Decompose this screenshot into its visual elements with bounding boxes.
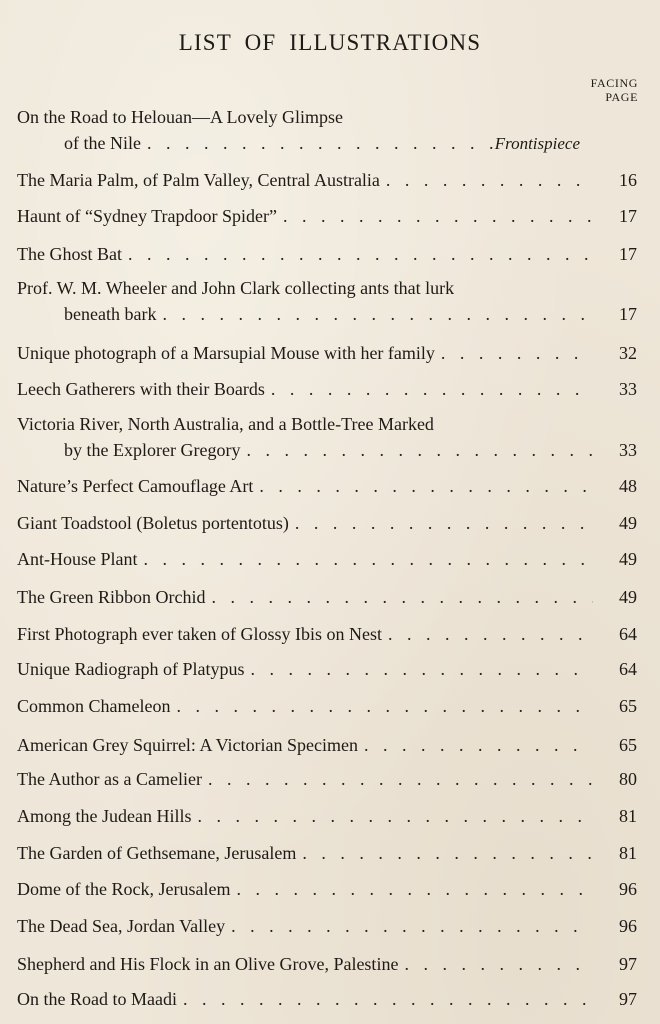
leader-dots bbox=[253, 473, 593, 499]
facing-page-number: 80 bbox=[619, 769, 637, 789]
leader-dots bbox=[191, 803, 593, 829]
list-item bbox=[17, 732, 637, 758]
illustration-title-continued: beneath bark bbox=[64, 304, 157, 324]
facing-page-number: 64 bbox=[619, 624, 637, 644]
illustration-title: The Garden of Gethsemane, Jerusalem bbox=[17, 843, 297, 863]
illustration-title: Nature’s Perfect Camouflage Art bbox=[17, 476, 254, 496]
facing-page-number: 96 bbox=[619, 916, 637, 936]
illustration-title: On the Road to Helouan—A Lovely Glimpse bbox=[17, 107, 343, 127]
facing-page-number: 81 bbox=[619, 843, 637, 863]
illustration-title-continued: by the Explorer Gregory bbox=[64, 440, 241, 460]
list-item bbox=[17, 766, 637, 792]
leader-dots bbox=[170, 693, 593, 719]
illustration-title: Dome of the Rock, Jerusalem bbox=[17, 879, 231, 899]
leader-dots bbox=[289, 510, 593, 536]
leader-dots bbox=[277, 203, 593, 229]
illustration-title: The Green Ribbon Orchid bbox=[17, 587, 206, 607]
list-item bbox=[17, 840, 637, 866]
facing-page-number: 97 bbox=[619, 954, 637, 974]
illustration-title: Common Chameleon bbox=[17, 696, 171, 716]
facing-page-number: 65 bbox=[619, 735, 637, 755]
facing-page-number: 64 bbox=[619, 659, 637, 679]
page-label: PAGE bbox=[605, 90, 638, 104]
list-item bbox=[17, 167, 637, 193]
facing-page-number: 49 bbox=[619, 513, 637, 533]
list-item bbox=[17, 951, 637, 977]
leader-dots bbox=[435, 340, 593, 366]
list-item bbox=[17, 876, 637, 902]
leader-dots bbox=[225, 913, 593, 939]
list-item bbox=[17, 241, 637, 267]
list-item bbox=[17, 621, 637, 647]
illustration-title-continued: of the Nile bbox=[64, 133, 141, 153]
facing-page-heading bbox=[591, 76, 638, 104]
list-item bbox=[17, 693, 637, 719]
facing-page-number: 17 bbox=[619, 304, 637, 324]
illustration-title: Unique photograph of a Marsupial Mouse with her family bbox=[17, 343, 435, 363]
list-item bbox=[17, 656, 637, 682]
illustration-title: Victoria River, North Australia, and a Bottle-Tree Marked bbox=[17, 414, 434, 434]
leader-dots bbox=[296, 840, 593, 866]
list-item bbox=[17, 584, 637, 610]
illustration-title: Haunt of “Sydney Trapdoor Spider” bbox=[17, 206, 277, 226]
leader-dots bbox=[230, 876, 593, 902]
list-item bbox=[17, 546, 637, 572]
illustration-title: Unique Radiograph of Platypus bbox=[17, 659, 245, 679]
list-item bbox=[17, 203, 637, 229]
leader-dots bbox=[122, 241, 593, 267]
facing-page-number: 16 bbox=[619, 170, 637, 190]
facing-page-number: 81 bbox=[619, 806, 637, 826]
facing-page-number: 33 bbox=[619, 379, 637, 399]
illustration-title: Among the Judean Hills bbox=[17, 806, 192, 826]
illustration-title: American Grey Squirrel: A Victorian Specimen bbox=[17, 735, 358, 755]
facing-page-number: 17 bbox=[619, 244, 637, 264]
leader-dots bbox=[205, 584, 593, 610]
leader-dots bbox=[358, 732, 593, 758]
illustration-title: On the Road to Maadi bbox=[17, 989, 177, 1009]
leader-dots bbox=[138, 546, 594, 572]
facing-page-number: 49 bbox=[619, 549, 637, 569]
facing-page-number: 48 bbox=[619, 476, 637, 496]
list-item bbox=[17, 376, 637, 402]
facing-label: FACING bbox=[590, 76, 638, 90]
illustration-title: The Ghost Bat bbox=[17, 244, 122, 264]
facing-page-number: 33 bbox=[619, 440, 637, 460]
list-item bbox=[17, 340, 637, 366]
illustration-title: Giant Toadstool (Boletus portentotus) bbox=[17, 513, 289, 533]
leader-dots bbox=[202, 766, 593, 792]
facing-page-number: 97 bbox=[619, 989, 637, 1009]
list-item bbox=[17, 913, 637, 939]
illustration-title: Shepherd and His Flock in an Olive Grove, Palestine bbox=[17, 954, 399, 974]
list-item bbox=[17, 473, 637, 499]
illustration-title: The Dead Sea, Jordan Valley bbox=[17, 916, 226, 936]
leader-dots bbox=[156, 301, 593, 327]
leader-dots bbox=[382, 621, 593, 647]
facing-page-number: 96 bbox=[619, 879, 637, 899]
facing-page-number: 65 bbox=[619, 696, 637, 716]
list-item bbox=[17, 275, 637, 327]
facing-page-number: 32 bbox=[619, 343, 637, 363]
leader-dots bbox=[380, 167, 593, 193]
illustration-title: Prof. W. M. Wheeler and John Clark collecting ants that lurk bbox=[17, 278, 455, 298]
leader-dots bbox=[240, 437, 593, 463]
leader-dots bbox=[244, 656, 593, 682]
list-item bbox=[17, 510, 637, 536]
page-title: LIST OF ILLUSTRATIONS bbox=[178, 30, 482, 55]
leader-dots bbox=[265, 376, 593, 402]
facing-page-number: Frontispiece bbox=[494, 134, 580, 153]
list-item bbox=[17, 803, 637, 829]
illustration-title: The Author as a Camelier bbox=[17, 769, 202, 789]
leader-dots bbox=[141, 130, 495, 156]
illustration-title: Ant-House Plant bbox=[17, 549, 138, 569]
illustration-title: First Photograph ever taken of Glossy Ibis on Nest bbox=[17, 624, 382, 644]
illustration-title: Leech Gatherers with their Boards bbox=[17, 379, 265, 399]
list-item bbox=[17, 411, 637, 463]
illustration-title: The Maria Palm, of Palm Valley, Central Australia bbox=[17, 170, 380, 190]
list-item bbox=[17, 986, 637, 1012]
leader-dots bbox=[177, 986, 593, 1012]
facing-page-number: 17 bbox=[619, 206, 637, 226]
facing-page-number: 49 bbox=[619, 587, 637, 607]
list-item bbox=[17, 104, 637, 157]
leader-dots bbox=[398, 951, 593, 977]
